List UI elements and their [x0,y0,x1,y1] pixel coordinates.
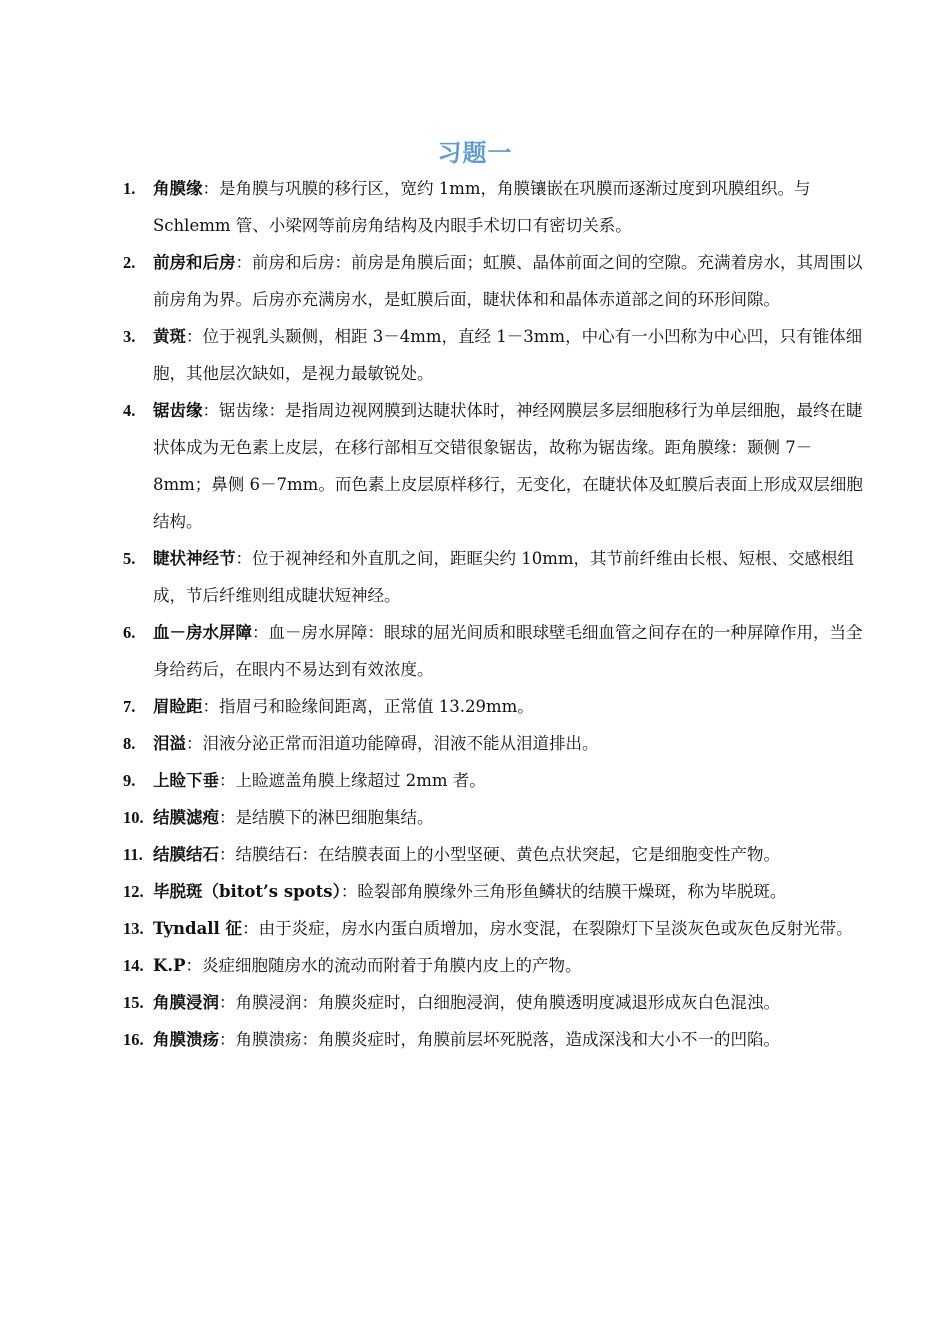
item-separator: ： [219,845,236,864]
item-term: 角膜溃疡 [153,1030,219,1049]
item-definition: 结膜结石：在结膜表面上的小型坚硬、黄色点状突起，它是细胞变性产物。 [235,845,780,864]
item-separator: ： [186,327,203,346]
item-separator: ： [235,253,252,272]
item-definition: 位于视神经和外直肌之间，距眶尖约 10mm，其节前纤维由长根、短根、交感根组成，节后纤维则组成睫状短神经。 [153,549,855,605]
list-item [123,947,868,984]
list-item [123,614,868,688]
item-separator: ： [219,1030,236,1049]
item-number: 11. [123,845,143,864]
item-number: 15. [123,993,144,1012]
list-item [123,392,868,540]
item-definition: 上睑遮盖角膜上缘超过 2mm 者。 [235,771,486,790]
item-term: 结膜滤疱 [153,808,219,827]
list-item [123,170,868,244]
item-term: 角膜缘 [153,179,203,198]
list-item [123,540,868,614]
list-item [123,318,868,392]
item-term: 睫状神经节 [153,549,236,568]
item-definition: 由于炎症，房水内蛋白质增加，房水变混，在裂隙灯下呈淡灰色或灰色反射光带。 [258,919,853,938]
item-number: 13. [123,919,144,938]
item-number: 4. [123,401,136,420]
item-separator: ： [202,697,219,716]
item-term: 上睑下垂 [153,771,219,790]
item-number: 2. [123,253,136,272]
item-definition: 是角膜与巩膜的移行区，宽约 1mm，角膜镶嵌在巩膜而逐渐过度到巩膜组织。与 Schlemm 管、小梁网等前房角结构及内眼手术切口有密切关系。 [153,179,811,235]
item-definition: 血－房水屏障：眼球的屈光间质和眼球壁毛细血管之间存在的一种屏障作用，当全身给药后，在眼内不易达到有效浓度。 [153,623,863,679]
item-separator: ： [202,401,219,420]
item-definition: 角膜溃疡：角膜炎症时，角膜前层坏死脱落，造成深浅和大小不一的凹陷。 [235,1030,780,1049]
item-number: 16. [123,1030,144,1049]
item-definition: 前房和后房：前房是角膜后面；虹膜、晶体前面之间的空隙。充满着房水，其周围以前房角为界。后房亦充满房水，是虹膜后面，睫状体和和晶体赤道部之间的环形间隙。 [153,253,863,309]
item-definition: 角膜浸润：角膜炎症时，白细胞浸润，使角膜透明度减退形成灰白色混浊。 [235,993,780,1012]
item-number: 6. [123,623,136,642]
item-number: 9. [123,771,136,790]
item-term: 血－房水屏障 [153,623,252,642]
item-number: 7. [123,697,136,716]
item-definition: 炎症细胞随房水的流动而附着于角膜内皮上的产物。 [202,956,582,975]
item-number: 14. [123,956,144,975]
item-number: 10. [123,808,144,827]
item-term: K.P [153,956,186,975]
item-definition: 指眉弓和睑缘间距离，正常值 13.29mm。 [219,697,534,716]
item-definition: 睑裂部角膜缘外三角形鱼鳞状的结膜干燥斑，称为毕脱斑。 [357,882,787,901]
list-item [123,762,868,799]
list-item [123,688,868,725]
list-item [123,725,868,762]
item-separator: ： [186,734,203,753]
item-number: 12. [123,882,144,901]
item-term: 毕脱斑（bitot’s spots） [153,882,341,901]
item-number: 3. [123,327,136,346]
item-separator: ： [219,808,236,827]
item-number: 5. [123,549,136,568]
list-item [123,910,868,947]
item-definition: 是结膜下的淋巴细胞集结。 [235,808,434,827]
item-number: 8. [123,734,136,753]
item-term: 锯齿缘 [153,401,203,420]
item-term: 黄斑 [153,327,186,346]
list-item [123,244,868,318]
item-term: 前房和后房 [153,253,236,272]
item-separator: ： [202,179,219,198]
list-item [123,836,868,873]
item-separator: ： [340,882,358,901]
list-item [123,984,868,1021]
item-term: 结膜结石 [153,845,219,864]
page-title: 习题一 [437,139,513,167]
list-item [123,799,868,836]
item-number: 1. [123,179,136,198]
item-definition: 位于视乳头颞侧，相距 3－4mm，直经 1－3mm，中心有一小凹称为中心凹，只有锥体细胞，其他层次缺如，是视力最敏锐处。 [153,327,863,383]
list-item [123,873,868,910]
item-separator: ： [235,549,252,568]
item-term: 泪溢 [153,734,186,753]
item-definition: 泪液分泌正常而泪道功能障碍，泪液不能从泪道排出。 [202,734,599,753]
list-item [123,1021,868,1058]
item-term: Tyndall 征 [153,919,243,938]
item-term: 角膜浸润 [153,993,219,1012]
item-separator: ： [242,919,259,938]
item-separator: ： [219,993,236,1012]
item-separator: ： [219,771,236,790]
item-separator: ： [185,956,202,975]
item-separator: ： [252,623,269,642]
term-list [123,170,868,1058]
item-definition: 锯齿缘：是指周边视网膜到达睫状体时，神经网膜层多层细胞移行为单层细胞，最终在睫状体成为无色素上皮层，在移行部相互交错很象锯齿，故称为锯齿缘。距角膜缘：颞侧 7－8mm；鼻侧 6－7mm。而色素上皮层原样移行，无变化，在睫状体及虹膜后表面上形成双层细胞结构。 [153,401,863,531]
item-term: 眉睑距 [153,697,203,716]
